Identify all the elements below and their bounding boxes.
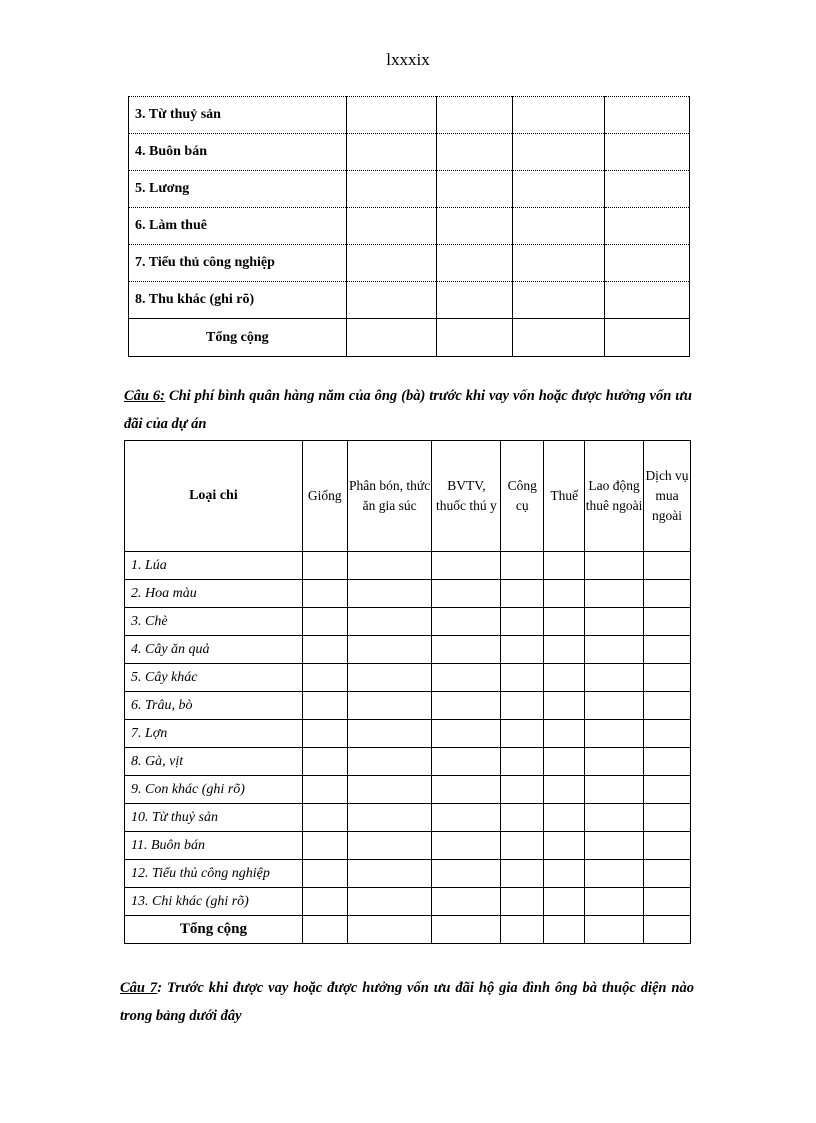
cost-value-cell: [347, 608, 432, 636]
income-table: [128, 96, 690, 357]
cost-value-cell: [347, 916, 432, 944]
income-row: [129, 208, 690, 245]
income-value-cell: [437, 208, 513, 245]
cost-row-label: 5. Cây khác: [125, 664, 303, 692]
income-value-cell: [437, 97, 513, 134]
income-row-label: 4. Buôn bán: [129, 134, 347, 171]
cost-row: [125, 720, 691, 748]
cost-row: [125, 860, 691, 888]
cost-row-label: 3. Chè: [125, 608, 303, 636]
cost-value-cell: [585, 776, 644, 804]
cost-column-header: Phân bón, thức ăn gia súc: [347, 441, 432, 552]
cost-value-cell: [644, 608, 691, 636]
cost-row: [125, 804, 691, 832]
cost-value-cell: [585, 888, 644, 916]
cost-value-cell: [644, 636, 691, 664]
cost-row-label: 12. Tiểu thủ công nghiệp: [125, 860, 303, 888]
cost-value-cell: [432, 776, 501, 804]
cost-value-cell: [544, 692, 585, 720]
cost-value-cell: [302, 916, 347, 944]
cost-value-cell: [347, 776, 432, 804]
cost-value-cell: [302, 860, 347, 888]
cost-value-cell: [347, 804, 432, 832]
cost-value-cell: [432, 664, 501, 692]
cost-value-cell: [347, 636, 432, 664]
question-6: [124, 382, 692, 438]
income-value-cell: [605, 134, 690, 171]
cost-value-cell: [347, 664, 432, 692]
cost-row: [125, 692, 691, 720]
cost-value-cell: [585, 720, 644, 748]
cost-value-cell: [347, 692, 432, 720]
income-value-cell: [437, 319, 513, 357]
cost-value-cell: [501, 776, 544, 804]
cost-value-cell: [302, 888, 347, 916]
cost-value-cell: [585, 692, 644, 720]
cost-value-cell: [347, 888, 432, 916]
income-value-cell: [513, 171, 605, 208]
cost-value-cell: [347, 580, 432, 608]
cost-value-cell: [585, 860, 644, 888]
income-value-cell: [437, 245, 513, 282]
question-6-number: Câu 6:: [124, 388, 166, 404]
cost-column-header: BVTV, thuốc thú y: [432, 441, 501, 552]
income-value-cell: [513, 319, 605, 357]
income-value-cell: [346, 282, 437, 319]
income-value-cell: [513, 134, 605, 171]
cost-value-cell: [432, 832, 501, 860]
cost-value-cell: [501, 664, 544, 692]
cost-row-label: 2. Hoa màu: [125, 580, 303, 608]
cost-value-cell: [585, 608, 644, 636]
cost-value-cell: [544, 608, 585, 636]
income-row: [129, 97, 690, 134]
income-value-cell: [346, 134, 437, 171]
cost-value-cell: [347, 860, 432, 888]
cost-value-cell: [347, 552, 432, 580]
cost-value-cell: [585, 552, 644, 580]
cost-row-label: 4. Cây ăn quả: [125, 636, 303, 664]
question-7: [120, 974, 694, 1030]
cost-value-cell: [347, 720, 432, 748]
income-row-label: 7. Tiểu thủ công nghiệp: [129, 245, 347, 282]
cost-value-cell: [644, 776, 691, 804]
cost-row: [125, 608, 691, 636]
cost-value-cell: [644, 860, 691, 888]
income-row: [129, 282, 690, 319]
cost-value-cell: [302, 832, 347, 860]
cost-value-cell: [432, 692, 501, 720]
income-row-label: 3. Từ thuỷ sản: [129, 97, 347, 134]
cost-row-label: 13. Chi khác (ghi rõ): [125, 888, 303, 916]
cost-value-cell: [644, 916, 691, 944]
income-value-cell: [513, 97, 605, 134]
cost-value-cell: [302, 608, 347, 636]
income-row-label: 8. Thu khác (ghi rõ): [129, 282, 347, 319]
cost-value-cell: [644, 748, 691, 776]
cost-value-cell: [544, 720, 585, 748]
cost-value-cell: [544, 636, 585, 664]
cost-row-label: 9. Con khác (ghi rõ): [125, 776, 303, 804]
cost-value-cell: [432, 552, 501, 580]
cost-value-cell: [432, 580, 501, 608]
cost-value-cell: [644, 804, 691, 832]
income-value-cell: [346, 319, 437, 357]
cost-value-cell: [432, 748, 501, 776]
cost-value-cell: [501, 860, 544, 888]
cost-value-cell: [544, 832, 585, 860]
cost-value-cell: [544, 916, 585, 944]
cost-value-cell: [501, 832, 544, 860]
income-value-cell: [513, 282, 605, 319]
cost-value-cell: [501, 608, 544, 636]
income-row: [129, 171, 690, 208]
cost-value-cell: [347, 832, 432, 860]
cost-value-cell: [585, 664, 644, 692]
question-6-text: Chi phí bình quân hàng năm của ông (bà) trước khi vay vốn hoặc được hưởng vốn ưu đãi của dự án: [124, 388, 692, 432]
cost-value-cell: [432, 636, 501, 664]
cost-value-cell: [585, 580, 644, 608]
income-value-cell: [346, 208, 437, 245]
cost-value-cell: [644, 580, 691, 608]
cost-value-cell: [302, 720, 347, 748]
cost-value-cell: [302, 580, 347, 608]
cost-value-cell: [302, 552, 347, 580]
cost-value-cell: [544, 664, 585, 692]
cost-value-cell: [501, 580, 544, 608]
income-value-cell: [605, 171, 690, 208]
income-row-label: 5. Lương: [129, 171, 347, 208]
income-value-cell: [605, 282, 690, 319]
cost-column-header: Thuế: [544, 441, 585, 552]
cost-row: [125, 636, 691, 664]
cost-column-header: Giống: [302, 441, 347, 552]
income-value-cell: [605, 319, 690, 357]
cost-value-cell: [347, 748, 432, 776]
cost-value-cell: [501, 636, 544, 664]
cost-value-cell: [544, 888, 585, 916]
cost-row-label: 7. Lợn: [125, 720, 303, 748]
cost-value-cell: [432, 804, 501, 832]
income-row-label: 6. Làm thuê: [129, 208, 347, 245]
cost-value-cell: [302, 776, 347, 804]
income-total-row: [129, 319, 690, 357]
cost-value-cell: [432, 888, 501, 916]
cost-value-cell: [544, 580, 585, 608]
income-value-cell: [437, 282, 513, 319]
cost-value-cell: [544, 552, 585, 580]
cost-value-cell: [501, 888, 544, 916]
cost-column-header: Dịch vụ mua ngoài: [644, 441, 691, 552]
cost-value-cell: [544, 748, 585, 776]
cost-value-cell: [432, 720, 501, 748]
income-value-cell: [437, 171, 513, 208]
cost-value-cell: [501, 804, 544, 832]
cost-row-label: Tổng cộng: [125, 916, 303, 944]
cost-column-header: Loại chi: [125, 441, 303, 552]
cost-value-cell: [644, 832, 691, 860]
cost-value-cell: [501, 720, 544, 748]
cost-value-cell: [432, 860, 501, 888]
cost-value-cell: [544, 776, 585, 804]
cost-row: [125, 776, 691, 804]
cost-row: [125, 832, 691, 860]
question-7-text: : Trước khi được vay hoặc được hưởng vốn ưu đãi hộ gia đình ông bà thuộc diện nào trong bảng dưới đây: [120, 980, 694, 1024]
cost-value-cell: [302, 692, 347, 720]
income-value-cell: [346, 245, 437, 282]
cost-value-cell: [644, 888, 691, 916]
cost-row: [125, 888, 691, 916]
income-value-cell: [605, 208, 690, 245]
cost-row: [125, 664, 691, 692]
cost-value-cell: [585, 636, 644, 664]
income-row: [129, 245, 690, 282]
question-7-number: Câu 7: [120, 980, 158, 996]
cost-value-cell: [544, 860, 585, 888]
income-row: [129, 134, 690, 171]
cost-value-cell: [644, 720, 691, 748]
cost-value-cell: [302, 664, 347, 692]
cost-row: [125, 748, 691, 776]
cost-value-cell: [585, 916, 644, 944]
cost-row: [125, 580, 691, 608]
cost-row-label: 10. Từ thuỷ sản: [125, 804, 303, 832]
cost-value-cell: [302, 804, 347, 832]
cost-value-cell: [585, 748, 644, 776]
cost-value-cell: [501, 916, 544, 944]
income-value-cell: [437, 134, 513, 171]
income-value-cell: [513, 208, 605, 245]
cost-row-label: 1. Lúa: [125, 552, 303, 580]
cost-value-cell: [501, 748, 544, 776]
cost-value-cell: [644, 692, 691, 720]
cost-row-label: 6. Trâu, bò: [125, 692, 303, 720]
cost-column-header: Công cụ: [501, 441, 544, 552]
cost-total-row: [125, 916, 691, 944]
income-value-cell: [346, 171, 437, 208]
cost-value-cell: [644, 552, 691, 580]
cost-value-cell: [432, 916, 501, 944]
income-value-cell: [605, 97, 690, 134]
cost-value-cell: [302, 748, 347, 776]
cost-header-row: [125, 441, 691, 552]
cost-row-label: 11. Buôn bán: [125, 832, 303, 860]
cost-value-cell: [585, 832, 644, 860]
cost-value-cell: [432, 608, 501, 636]
cost-value-cell: [302, 636, 347, 664]
cost-row-label: 8. Gà, vịt: [125, 748, 303, 776]
income-value-cell: [605, 245, 690, 282]
cost-value-cell: [585, 804, 644, 832]
cost-value-cell: [544, 804, 585, 832]
income-row-label: Tổng cộng: [129, 319, 347, 357]
cost-value-cell: [644, 664, 691, 692]
income-value-cell: [346, 97, 437, 134]
cost-row: [125, 552, 691, 580]
cost-value-cell: [501, 692, 544, 720]
page-number: lxxxix: [386, 50, 430, 69]
cost-column-header: Lao động thuê ngoài: [585, 441, 644, 552]
cost-value-cell: [501, 552, 544, 580]
income-value-cell: [513, 245, 605, 282]
cost-table: [124, 440, 691, 944]
